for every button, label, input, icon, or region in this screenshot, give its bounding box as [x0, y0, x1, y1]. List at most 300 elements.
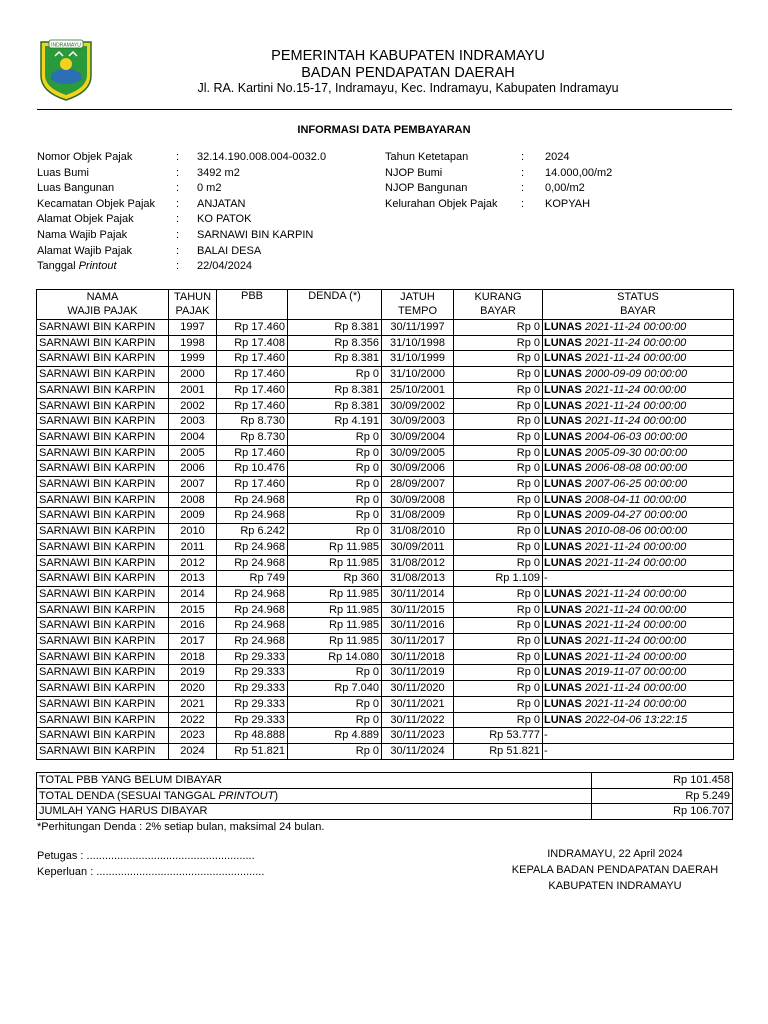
cell-denda: Rp 0: [288, 712, 382, 728]
info-row-tanggal: [37, 259, 326, 275]
totals-table: [36, 772, 733, 820]
info-label: Nomor Objek Pajak: [37, 151, 133, 163]
jumlah-value: Rp 106.707: [592, 804, 733, 820]
cell-tahun: 2010: [169, 524, 217, 540]
cell-tempo: 31/08/2009: [382, 508, 454, 524]
column-header-line1: JATUH: [400, 291, 435, 303]
cell-status: [543, 524, 734, 540]
cell-tahun: 2012: [169, 555, 217, 571]
cell-kurang: Rp 0: [454, 602, 543, 618]
cell-kurang: Rp 0: [454, 398, 543, 414]
cell-kurang: Rp 0: [454, 414, 543, 430]
status-date: 2006-08-08 00:00:00: [584, 462, 688, 475]
signature-role: KEPALA BADAN PENDAPATAN DAERAH: [511, 864, 719, 876]
cell-tempo: 30/09/2006: [382, 461, 454, 477]
status-date: 2021-11-24 00:00:00: [584, 697, 687, 710]
cell-pbb: Rp 8.730: [217, 414, 288, 430]
info-value: 22/04/2024: [197, 260, 253, 273]
cell-denda: Rp 8.381: [288, 320, 382, 336]
cell-nama: SARNAWI BIN KARPIN: [37, 429, 169, 445]
table-row: [37, 602, 734, 618]
status-label: LUNAS: [544, 493, 582, 506]
cell-tempo: 31/08/2010: [382, 524, 454, 540]
info-colon: :: [521, 166, 525, 179]
cell-tahun: 2001: [169, 382, 217, 398]
cell-status: [543, 696, 734, 712]
cell-status: [543, 665, 734, 681]
cell-status: [543, 602, 734, 618]
status-date: 2022-04-06 13:22:15: [584, 713, 688, 726]
status-label: -: [544, 744, 548, 757]
cell-tahun: 2008: [169, 492, 217, 508]
cell-tempo: 30/11/2015: [382, 602, 454, 618]
cell-nama: SARNAWI BIN KARPIN: [37, 524, 169, 540]
cell-status: [543, 414, 734, 430]
total-denda-value: Rp 5.249: [592, 788, 733, 804]
cell-pbb: Rp 48.888: [217, 728, 288, 744]
cell-pbb: Rp 24.968: [217, 586, 288, 602]
cell-kurang: Rp 0: [454, 539, 543, 555]
cell-status: [543, 712, 734, 728]
info-value: SARNAWI BIN KARPIN: [197, 228, 314, 241]
cell-tahun: 2009: [169, 508, 217, 524]
status-date: 2019-11-07 00:00:00: [584, 666, 687, 679]
cell-pbb: Rp 24.968: [217, 492, 288, 508]
status-date: 2000-09-09 00:00:00: [584, 368, 688, 381]
cell-nama: SARNAWI BIN KARPIN: [37, 539, 169, 555]
cell-denda: Rp 0: [288, 461, 382, 477]
info-value: ANJATAN: [197, 197, 246, 210]
cell-kurang: Rp 0: [454, 367, 543, 383]
status-label: -: [544, 729, 548, 742]
info-row: [37, 166, 326, 182]
table-row: [37, 728, 734, 744]
total-pbb-label: TOTAL PBB YANG BELUM DIBAYAR: [37, 773, 592, 789]
keperluan-line: Keperluan : .......................................................: [37, 866, 265, 878]
cell-tempo: 30/09/2002: [382, 398, 454, 414]
cell-kurang: Rp 0: [454, 555, 543, 571]
column-header-line2: BAYAR: [480, 304, 516, 317]
cell-status: [543, 429, 734, 445]
cell-nama: SARNAWI BIN KARPIN: [37, 634, 169, 650]
jumlah-label: JUMLAH YANG HARUS DIBAYAR: [37, 804, 592, 820]
cell-denda: Rp 11.985: [288, 618, 382, 634]
header-agency: BADAN PENDAPATAN DAERAH: [301, 65, 515, 81]
table-row: [37, 618, 734, 634]
cell-pbb: Rp 749: [217, 571, 288, 587]
cell-tempo: 30/11/2022: [382, 712, 454, 728]
cell-status: [543, 649, 734, 665]
cell-tahun: 1998: [169, 335, 217, 351]
table-row: [37, 351, 734, 367]
cell-nama: SARNAWI BIN KARPIN: [37, 728, 169, 744]
status-label: LUNAS: [544, 540, 582, 553]
table-row: [37, 320, 734, 336]
cell-nama: SARNAWI BIN KARPIN: [37, 445, 169, 461]
info-value: BALAI DESA: [197, 244, 262, 257]
cell-status: [543, 320, 734, 336]
cell-tempo: 31/08/2013: [382, 571, 454, 587]
status-date: 2008-04-11 00:00:00: [584, 493, 687, 506]
signature-org: KABUPATEN INDRAMAYU: [548, 880, 682, 892]
header-divider: [37, 109, 732, 110]
cell-nama: SARNAWI BIN KARPIN: [37, 382, 169, 398]
status-date: 2021-11-24 00:00:00: [584, 603, 687, 616]
info-colon: :: [521, 197, 525, 210]
cell-tempo: 30/11/2023: [382, 728, 454, 744]
cell-tahun: 2011: [169, 539, 217, 555]
cell-tempo: 30/09/2004: [382, 429, 454, 445]
info-colon: :: [521, 151, 525, 163]
cell-tempo: 30/11/2019: [382, 665, 454, 681]
status-label: LUNAS: [544, 321, 582, 333]
status-date: 2021-11-24 00:00:00: [584, 352, 687, 365]
table-row: [37, 555, 734, 571]
cell-tahun: 2000: [169, 367, 217, 383]
cell-tempo: 31/10/1999: [382, 351, 454, 367]
cell-tempo: 30/11/2021: [382, 696, 454, 712]
status-date: 2005-09-30 00:00:00: [584, 446, 688, 459]
cell-denda: Rp 4.191: [288, 414, 382, 430]
table-row: [37, 665, 734, 681]
total-denda-label: [37, 788, 592, 804]
cell-kurang: Rp 0: [454, 461, 543, 477]
table-row: [37, 382, 734, 398]
info-right: [385, 150, 612, 212]
cell-nama: SARNAWI BIN KARPIN: [37, 461, 169, 477]
table-row: [37, 445, 734, 461]
cell-denda: Rp 8.381: [288, 398, 382, 414]
cell-tahun: 2005: [169, 445, 217, 461]
cell-nama: SARNAWI BIN KARPIN: [37, 351, 169, 367]
info-colon: :: [176, 197, 180, 210]
info-value: 3492 m2: [197, 166, 240, 179]
cell-status: [543, 351, 734, 367]
column-header: [543, 290, 734, 320]
cell-nama: SARNAWI BIN KARPIN: [37, 492, 169, 508]
column-header-line1: NAMA: [86, 291, 119, 303]
table-row: [37, 461, 734, 477]
signature-place-date: INDRAMAYU, 22 April 2024: [547, 848, 683, 860]
cell-tahun: 2016: [169, 618, 217, 634]
cell-denda: Rp 8.381: [288, 351, 382, 367]
column-header-line2: TEMPO: [397, 304, 438, 317]
cell-pbb: Rp 29.333: [217, 712, 288, 728]
status-label: LUNAS: [544, 635, 582, 648]
column-header-line2: BAYAR: [620, 304, 656, 317]
table-row: [37, 712, 734, 728]
cell-pbb: Rp 24.968: [217, 634, 288, 650]
total-pbb-row: [37, 773, 733, 789]
cell-pbb: Rp 24.968: [217, 602, 288, 618]
cell-tempo: 30/11/2018: [382, 649, 454, 665]
table-row: [37, 524, 734, 540]
cell-tahun: 2003: [169, 414, 217, 430]
table-row: [37, 539, 734, 555]
cell-kurang: Rp 0: [454, 586, 543, 602]
info-colon: :: [176, 213, 180, 226]
document-title: INFORMASI DATA PEMBAYARAN: [297, 124, 471, 136]
cell-status: [543, 586, 734, 602]
cell-kurang: Rp 0: [454, 649, 543, 665]
cell-denda: Rp 11.985: [288, 586, 382, 602]
info-label: Kelurahan Objek Pajak: [385, 197, 498, 210]
status-date: 2021-11-24 00:00:00: [584, 587, 687, 600]
cell-denda: Rp 0: [288, 429, 382, 445]
cell-tahun: 2007: [169, 477, 217, 493]
cell-status: [543, 445, 734, 461]
status-date: 2021-11-24 00:00:00: [584, 635, 687, 648]
cell-tahun: 2024: [169, 743, 217, 759]
info-label: Alamat Objek Pajak: [37, 213, 134, 226]
status-label: LUNAS: [544, 430, 582, 443]
cell-denda: Rp 0: [288, 524, 382, 540]
info-colon: :: [176, 166, 180, 179]
cell-kurang: Rp 0: [454, 508, 543, 524]
cell-denda: Rp 0: [288, 743, 382, 759]
info-row: [37, 244, 326, 260]
info-row: [385, 181, 612, 197]
cell-nama: SARNAWI BIN KARPIN: [37, 414, 169, 430]
cell-pbb: Rp 29.333: [217, 649, 288, 665]
info-row: [37, 181, 326, 197]
status-label: LUNAS: [544, 509, 582, 522]
info-label: [37, 259, 176, 275]
cell-nama: SARNAWI BIN KARPIN: [37, 618, 169, 634]
table-row: [37, 335, 734, 351]
cell-denda: Rp 0: [288, 508, 382, 524]
status-date: 2007-06-25 00:00:00: [584, 478, 688, 491]
cell-nama: SARNAWI BIN KARPIN: [37, 571, 169, 587]
cell-pbb: Rp 29.333: [217, 696, 288, 712]
info-value: 2024: [545, 151, 570, 163]
column-header-line2: WAJIB PAJAK: [67, 304, 138, 317]
cell-pbb: Rp 29.333: [217, 681, 288, 697]
info-colon: :: [521, 182, 525, 195]
cell-status: [543, 335, 734, 351]
cell-status: [543, 728, 734, 744]
status-date: 2021-11-24 00:00:00: [584, 682, 687, 695]
cell-tahun: 2014: [169, 586, 217, 602]
cell-status: [543, 618, 734, 634]
info-row: [37, 150, 326, 166]
cell-pbb: Rp 10.476: [217, 461, 288, 477]
cell-status: [543, 555, 734, 571]
table-row: [37, 492, 734, 508]
cell-pbb: Rp 24.968: [217, 555, 288, 571]
table-row: [37, 696, 734, 712]
table-row: [37, 681, 734, 697]
column-header: [217, 290, 288, 320]
table-header: [37, 290, 734, 320]
cell-denda: Rp 7.040: [288, 681, 382, 697]
total-denda-label-c: ): [274, 789, 279, 802]
status-label: LUNAS: [544, 399, 582, 412]
cell-denda: Rp 4.889: [288, 728, 382, 744]
cell-tempo: 30/11/2017: [382, 634, 454, 650]
status-date: 2021-11-24 00:00:00: [584, 383, 687, 396]
cell-nama: SARNAWI BIN KARPIN: [37, 602, 169, 618]
cell-tahun: 2022: [169, 712, 217, 728]
cell-denda: Rp 0: [288, 367, 382, 383]
status-label: LUNAS: [544, 352, 582, 365]
cell-tahun: 1999: [169, 351, 217, 367]
cell-kurang: Rp 0: [454, 429, 543, 445]
info-row: [385, 166, 612, 182]
cell-denda: Rp 11.985: [288, 539, 382, 555]
header-address: Jl. RA. Kartini No.15-17, Indramayu, Kec. Indramayu, Kabupaten Indramayu: [197, 81, 619, 95]
cell-nama: SARNAWI BIN KARPIN: [37, 320, 169, 336]
column-header: [288, 290, 382, 320]
cell-kurang: Rp 0: [454, 351, 543, 367]
table-row: [37, 367, 734, 383]
info-row: [37, 212, 326, 228]
table-row: [37, 634, 734, 650]
cell-tahun: 2002: [169, 398, 217, 414]
cell-tempo: 30/09/2008: [382, 492, 454, 508]
status-label: LUNAS: [544, 383, 582, 396]
cell-status: [543, 508, 734, 524]
cell-tahun: 1997: [169, 320, 217, 336]
status-label: LUNAS: [544, 682, 582, 695]
status-label: LUNAS: [544, 650, 582, 663]
info-colon: :: [176, 182, 180, 195]
total-denda-row: [37, 788, 733, 804]
cell-status: [543, 743, 734, 759]
status-date: 2021-11-24 00:00:00: [584, 336, 687, 349]
cell-pbb: Rp 17.460: [217, 320, 288, 336]
payment-table: [36, 289, 734, 760]
info-label: Kecamatan Objek Pajak: [37, 197, 156, 210]
cell-kurang: Rp 53.777: [454, 728, 543, 744]
cell-tahun: 2023: [169, 728, 217, 744]
status-date: 2010-08-06 00:00:00: [584, 525, 688, 538]
status-date: 2021-11-24 00:00:00: [584, 321, 687, 333]
cell-pbb: Rp 17.460: [217, 477, 288, 493]
jumlah-row: [37, 804, 733, 820]
cell-tahun: 2006: [169, 461, 217, 477]
info-colon: :: [176, 228, 180, 241]
info-colon: :: [176, 244, 180, 257]
status-date: 2021-11-24 00:00:00: [584, 399, 687, 412]
info-label: NJOP Bangunan: [385, 182, 468, 195]
tanggal-label: Tanggal: [37, 260, 79, 273]
cell-nama: SARNAWI BIN KARPIN: [37, 743, 169, 759]
table-row: [37, 477, 734, 493]
column-header: [37, 290, 169, 320]
table-row: [37, 649, 734, 665]
cell-tahun: 2004: [169, 429, 217, 445]
total-denda-label-a: TOTAL DENDA (SESUAI TANGGAL: [39, 789, 219, 802]
status-label: LUNAS: [544, 556, 582, 569]
cell-tempo: 30/11/2024: [382, 743, 454, 759]
info-left: [37, 150, 326, 275]
total-denda-label-printout: PRINTOUT: [218, 789, 275, 802]
cell-nama: SARNAWI BIN KARPIN: [37, 681, 169, 697]
cell-nama: SARNAWI BIN KARPIN: [37, 586, 169, 602]
info-value: 0,00/m2: [545, 182, 585, 195]
cell-tahun: 2020: [169, 681, 217, 697]
cell-denda: Rp 0: [288, 696, 382, 712]
cell-nama: SARNAWI BIN KARPIN: [37, 712, 169, 728]
cell-tempo: 30/11/2014: [382, 586, 454, 602]
cell-status: [543, 398, 734, 414]
cell-pbb: Rp 17.460: [217, 382, 288, 398]
status-date: 2009-04-27 00:00:00: [584, 509, 688, 522]
column-header-line1: TAHUN: [173, 291, 212, 303]
column-header-line1: KURANG: [474, 291, 522, 303]
cell-kurang: Rp 51.821: [454, 743, 543, 759]
cell-nama: SARNAWI BIN KARPIN: [37, 477, 169, 493]
info-colon: :: [176, 151, 180, 163]
cell-tahun: 2019: [169, 665, 217, 681]
cell-tahun: 2018: [169, 649, 217, 665]
cell-nama: SARNAWI BIN KARPIN: [37, 696, 169, 712]
status-label: -: [544, 572, 548, 585]
cell-tempo: 30/11/2020: [382, 681, 454, 697]
cell-nama: SARNAWI BIN KARPIN: [37, 367, 169, 383]
cell-kurang: Rp 0: [454, 665, 543, 681]
cell-status: [543, 681, 734, 697]
cell-status: [543, 539, 734, 555]
cell-pbb: Rp 17.460: [217, 398, 288, 414]
cell-pbb: Rp 24.968: [217, 539, 288, 555]
cell-status: [543, 634, 734, 650]
info-label: Nama Wajib Pajak: [37, 228, 128, 241]
cell-kurang: Rp 0: [454, 712, 543, 728]
info-row: [37, 197, 326, 213]
cell-denda: Rp 8.356: [288, 335, 382, 351]
status-date: 2021-11-24 00:00:00: [584, 540, 687, 553]
cell-tempo: 30/09/2011: [382, 539, 454, 555]
column-header-line1: STATUS: [617, 291, 659, 303]
cell-tempo: 25/10/2001: [382, 382, 454, 398]
status-label: LUNAS: [544, 603, 582, 616]
cell-denda: Rp 360: [288, 571, 382, 587]
cell-tempo: 31/08/2012: [382, 555, 454, 571]
cell-kurang: Rp 0: [454, 382, 543, 398]
info-label: Luas Bangunan: [37, 182, 115, 195]
status-label: LUNAS: [544, 462, 582, 475]
table-row: [37, 414, 734, 430]
cell-tahun: 2017: [169, 634, 217, 650]
status-date: 2021-11-24 00:00:00: [584, 556, 687, 569]
status-label: LUNAS: [544, 525, 582, 538]
column-header-line2: PAJAK: [175, 304, 210, 317]
status-label: LUNAS: [544, 619, 582, 632]
cell-kurang: Rp 0: [454, 634, 543, 650]
cell-status: [543, 571, 734, 587]
cell-pbb: Rp 24.968: [217, 618, 288, 634]
status-label: LUNAS: [544, 587, 582, 600]
column-header: [169, 290, 217, 320]
status-date: 2021-11-24 00:00:00: [584, 415, 687, 428]
status-label: LUNAS: [544, 697, 582, 710]
cell-denda: Rp 0: [288, 492, 382, 508]
info-value: 0 m2: [197, 182, 222, 195]
status-date: 2004-06-03 00:00:00: [584, 430, 688, 443]
cell-status: [543, 477, 734, 493]
status-label: LUNAS: [544, 478, 582, 491]
cell-tempo: 30/09/2005: [382, 445, 454, 461]
status-label: LUNAS: [544, 446, 582, 459]
cell-nama: SARNAWI BIN KARPIN: [37, 665, 169, 681]
cell-nama: SARNAWI BIN KARPIN: [37, 398, 169, 414]
header-government: PEMERINTAH KABUPATEN INDRAMAYU: [271, 48, 545, 64]
cell-nama: SARNAWI BIN KARPIN: [37, 649, 169, 665]
cell-tempo: 30/09/2003: [382, 414, 454, 430]
cell-pbb: Rp 17.460: [217, 445, 288, 461]
